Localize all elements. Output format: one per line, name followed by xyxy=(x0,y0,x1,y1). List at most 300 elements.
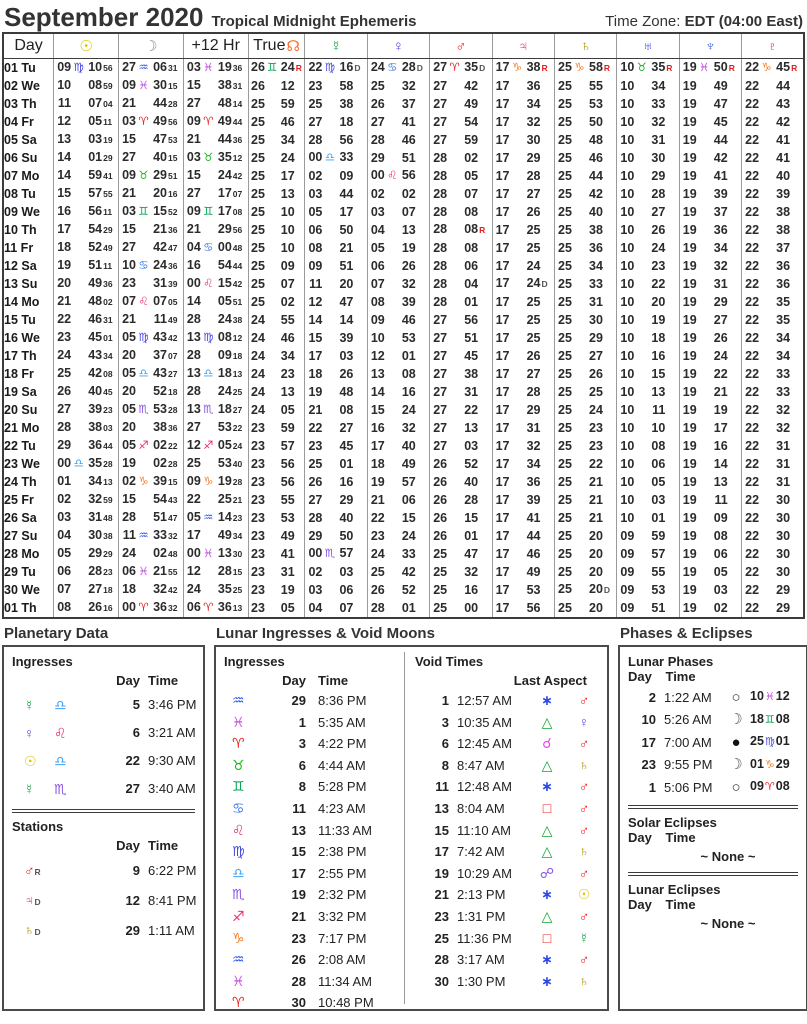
ari-sign-icon: ♈ xyxy=(764,781,775,794)
minutes: 29 xyxy=(88,546,103,560)
minutes: 38 xyxy=(217,78,232,92)
degrees: 22 xyxy=(745,96,760,111)
position xyxy=(555,132,616,149)
position xyxy=(555,96,616,113)
table-row xyxy=(3,167,804,185)
minutes: 39 xyxy=(339,330,354,345)
degrees: 17 xyxy=(495,474,510,489)
position xyxy=(305,276,366,293)
station-glyph xyxy=(24,856,54,886)
seconds: 07 xyxy=(167,351,178,361)
motion-flag: R xyxy=(34,867,41,877)
position xyxy=(54,383,118,401)
degrees: 26 xyxy=(251,60,265,74)
position-cell xyxy=(742,59,804,78)
seconds: 56 xyxy=(167,117,178,127)
degrees: 03 xyxy=(308,582,323,597)
degrees: 10 xyxy=(620,132,635,147)
seconds: 42 xyxy=(167,333,178,343)
degrees: 25 xyxy=(558,510,572,525)
list-item xyxy=(222,755,402,777)
position-cell xyxy=(305,149,367,167)
position-cell xyxy=(492,95,554,113)
moon-position xyxy=(750,731,807,754)
motion-flag: R xyxy=(666,63,673,73)
minutes: 09 xyxy=(217,348,232,362)
day-number: 1 xyxy=(648,779,656,795)
position xyxy=(54,221,118,239)
motion-flag: R xyxy=(791,63,798,73)
minutes: 29 xyxy=(153,168,167,182)
seconds: 14 xyxy=(232,99,243,109)
minutes: 41 xyxy=(401,114,416,129)
position-minutes: 01 xyxy=(775,734,790,749)
degrees: 22 xyxy=(745,258,760,273)
degrees: 26 xyxy=(433,456,448,471)
minutes: 49 xyxy=(217,528,232,542)
position xyxy=(249,294,305,311)
cap-sign-icon: ♑ xyxy=(138,476,149,488)
position xyxy=(680,510,741,527)
minutes: 28 xyxy=(526,384,541,399)
position xyxy=(430,330,491,347)
minutes: 26 xyxy=(401,258,416,273)
position xyxy=(249,258,305,275)
position-cell xyxy=(54,383,119,401)
degrees: 14 xyxy=(57,168,72,182)
saturn-icon: ♄ xyxy=(579,37,592,55)
degrees: 09 xyxy=(186,114,201,128)
degrees: 27 xyxy=(433,330,448,345)
time-value: 12:57 AM xyxy=(457,693,512,708)
position xyxy=(430,132,491,149)
position-cell xyxy=(554,239,616,257)
degrees: 19 xyxy=(682,330,697,345)
ari-sign-icon: ♈ xyxy=(203,602,214,614)
day-cell: 07 Mo xyxy=(4,169,40,183)
leo-sign-icon: ♌ xyxy=(387,170,398,182)
position xyxy=(617,114,678,131)
position xyxy=(742,402,803,419)
minutes: 08 xyxy=(464,240,479,255)
degrees: 25 xyxy=(433,546,448,561)
position-cell xyxy=(118,563,183,581)
position xyxy=(368,114,429,131)
time-value: 8:04 AM xyxy=(457,800,505,816)
degrees: 09 xyxy=(308,258,323,273)
position-cell xyxy=(430,491,492,509)
minutes: 29 xyxy=(776,600,791,615)
degrees: 25 xyxy=(433,582,448,597)
degrees: 24 xyxy=(57,348,72,362)
minutes: 45 xyxy=(713,114,728,129)
list-item xyxy=(222,798,402,820)
degrees: 19 xyxy=(682,600,697,615)
lunar-phase-rows xyxy=(626,686,800,799)
aqu-sign-icon: ♒ xyxy=(203,512,214,524)
degrees: 27 xyxy=(433,132,448,147)
seconds: 44 xyxy=(232,261,243,271)
degrees: 27 xyxy=(433,438,448,453)
list-item xyxy=(10,747,197,775)
position-cell xyxy=(679,203,741,221)
position xyxy=(680,474,741,491)
position xyxy=(493,492,554,509)
degrees: 26 xyxy=(57,384,72,398)
position-cell xyxy=(54,365,119,383)
degrees: 25 xyxy=(251,276,265,291)
ari-sign-icon: ♈ xyxy=(138,602,149,614)
position-cell xyxy=(742,581,804,599)
position-cell xyxy=(554,599,616,618)
seconds: 48 xyxy=(232,243,243,253)
degrees: 19 xyxy=(682,348,697,363)
position-cell xyxy=(617,257,679,275)
position xyxy=(184,437,248,455)
divider xyxy=(628,872,798,876)
degrees: 19 xyxy=(682,294,697,309)
position xyxy=(493,546,554,563)
seconds: 42 xyxy=(232,279,243,289)
minutes: 48 xyxy=(589,132,603,147)
position xyxy=(249,528,305,545)
seconds: 15 xyxy=(167,153,178,163)
position-cell xyxy=(430,167,492,185)
minutes: 31 xyxy=(713,276,728,291)
degrees: 22 xyxy=(745,366,760,381)
degrees: 10 xyxy=(620,510,635,525)
position xyxy=(430,78,491,95)
list-item xyxy=(10,886,197,916)
seconds: 53 xyxy=(167,135,178,145)
position xyxy=(617,438,678,455)
position-cell xyxy=(617,545,679,563)
position xyxy=(742,510,803,527)
degrees: 03 xyxy=(122,204,136,218)
day-cell: 05 Sa xyxy=(4,133,37,147)
position-cell xyxy=(430,545,492,563)
ari-sign-icon: ♈ xyxy=(203,116,214,128)
degrees: 25 xyxy=(558,294,572,309)
list-item xyxy=(413,733,601,755)
minutes: 09 xyxy=(280,258,295,273)
degrees: 25 xyxy=(558,564,572,579)
position xyxy=(54,167,118,185)
degrees: 13 xyxy=(57,132,72,146)
seconds: 55 xyxy=(167,567,178,577)
position-cell xyxy=(183,527,248,545)
minutes: 20 xyxy=(589,564,603,579)
seconds: 12 xyxy=(232,153,243,163)
position-cell xyxy=(430,77,492,95)
minutes: 32 xyxy=(153,582,167,596)
time-value: 7:00 AM xyxy=(664,734,712,750)
position xyxy=(54,581,118,599)
position xyxy=(184,221,248,239)
degrees: 12 xyxy=(370,348,385,363)
seconds: 04 xyxy=(103,99,113,109)
column-header xyxy=(248,33,305,59)
position-cell xyxy=(305,419,367,437)
day-cell: 28 Mo xyxy=(4,547,40,561)
degrees: 23 xyxy=(370,528,385,543)
degrees: 23 xyxy=(251,546,265,561)
position xyxy=(368,59,429,77)
position-cell xyxy=(183,509,248,527)
degrees: 29 xyxy=(57,438,72,452)
degrees: 09 xyxy=(122,168,136,182)
position xyxy=(305,420,366,437)
panel-title: Phases & Eclipses xyxy=(620,625,753,642)
degrees: 17 xyxy=(495,366,510,381)
position xyxy=(742,582,803,599)
day-time-header xyxy=(628,830,800,845)
position-cell xyxy=(248,185,305,203)
position-cell xyxy=(248,59,305,78)
position-cell xyxy=(248,149,305,167)
degrees: 03 xyxy=(57,510,72,524)
saturn-icon: ♄ xyxy=(24,922,35,938)
time-value: 3:32 PM xyxy=(318,908,367,924)
degrees: 17 xyxy=(495,420,510,435)
gem-sign-icon: ♊ xyxy=(232,778,245,795)
time-value: 3:40 AM xyxy=(148,781,196,796)
position xyxy=(368,222,429,239)
list-item xyxy=(626,754,800,777)
degrees: 00 xyxy=(186,546,201,560)
degrees: 22 xyxy=(745,492,760,507)
position xyxy=(742,240,803,257)
degrees: 15 xyxy=(370,402,385,417)
sco-sign-icon: ♏ xyxy=(54,781,67,797)
position xyxy=(54,491,118,509)
degrees: 22 xyxy=(745,222,760,237)
position xyxy=(742,492,803,509)
position xyxy=(617,204,678,221)
lunar-ingresses-header xyxy=(222,671,402,690)
day-number: 21 xyxy=(434,887,449,903)
minutes: 24 xyxy=(217,168,232,182)
degrees: 18 xyxy=(308,366,323,381)
position xyxy=(249,276,305,293)
position-cell xyxy=(492,185,554,203)
position-cell xyxy=(742,329,804,347)
position-cell xyxy=(118,509,183,527)
position-cell xyxy=(183,149,248,167)
position-cell xyxy=(54,185,119,203)
position-cell xyxy=(492,437,554,455)
minutes: 53 xyxy=(280,510,295,525)
position xyxy=(617,150,678,167)
day-cell: 16 We xyxy=(4,331,40,345)
minutes: 14 xyxy=(217,510,232,524)
time-value: 8:47 AM xyxy=(457,757,505,773)
day-header: Day xyxy=(628,669,652,684)
time-header: Time xyxy=(148,838,179,853)
degrees: 24 xyxy=(251,366,265,381)
position-cell xyxy=(367,311,429,329)
position xyxy=(119,383,183,401)
minutes: 26 xyxy=(339,366,354,381)
degrees: 13 xyxy=(186,366,201,380)
position xyxy=(493,366,554,383)
degrees: 09 xyxy=(620,546,635,561)
degrees: 17 xyxy=(186,528,201,542)
minutes: 02 xyxy=(280,294,295,309)
lunar-phases-label: Lunar Phases xyxy=(628,654,714,669)
degrees: 25 xyxy=(558,78,572,93)
position-cell xyxy=(492,59,554,78)
day-number: 25 xyxy=(434,930,449,946)
position-cell xyxy=(248,419,305,437)
position-cell xyxy=(305,113,367,131)
time-value: 6:22 PM xyxy=(148,863,197,878)
position xyxy=(680,402,741,419)
minutes: 37 xyxy=(153,348,167,362)
degrees: 00 xyxy=(370,168,385,182)
degrees: 25 xyxy=(558,222,572,237)
position xyxy=(249,186,305,203)
degrees: 06 xyxy=(122,564,136,578)
degrees: 10 xyxy=(620,402,635,417)
minutes: 59 xyxy=(280,420,295,435)
position-cell xyxy=(492,473,554,491)
position-cell xyxy=(430,293,492,311)
position-cell xyxy=(183,293,248,311)
aqu-sign-icon: ♒ xyxy=(138,530,149,542)
minutes: 40 xyxy=(776,168,791,183)
degrees: 19 xyxy=(682,114,697,129)
position-cell xyxy=(367,365,429,383)
position xyxy=(305,402,366,419)
minutes: 12 xyxy=(280,78,295,93)
seconds: 52 xyxy=(167,207,178,217)
degrees: 28 xyxy=(308,510,323,525)
degrees: 10 xyxy=(620,276,635,291)
minutes: 03 xyxy=(464,438,479,453)
position xyxy=(680,78,741,95)
seconds: 36 xyxy=(167,423,178,433)
degrees: 10 xyxy=(620,240,635,255)
lunar-ingresses-column xyxy=(222,652,402,1011)
degrees: 22 xyxy=(308,420,323,435)
minutes: 30 xyxy=(88,528,103,542)
seconds: 02 xyxy=(103,297,113,307)
position xyxy=(617,294,678,311)
position xyxy=(249,96,305,113)
conjunction-aspect-icon: ☌ xyxy=(542,735,552,752)
minutes: 20 xyxy=(339,276,354,291)
degrees: 08 xyxy=(57,600,72,614)
minutes: 42 xyxy=(776,114,791,129)
minutes: 59 xyxy=(88,168,103,182)
position xyxy=(493,240,554,257)
time-value: 10:29 AM xyxy=(457,865,512,881)
position-cell xyxy=(54,257,119,275)
position xyxy=(54,275,118,293)
sag-sign-icon: ♐ xyxy=(138,440,149,452)
position-cell xyxy=(742,131,804,149)
position xyxy=(493,258,554,275)
sco-sign-icon: ♏ xyxy=(232,886,245,903)
minutes: 02 xyxy=(713,600,728,615)
degrees: 19 xyxy=(370,474,385,489)
position-cell xyxy=(305,311,367,329)
position-cell xyxy=(54,131,119,149)
position-cell xyxy=(617,563,679,581)
ari-sign-icon: ♈ xyxy=(138,116,149,128)
column-header-content xyxy=(680,38,741,55)
degrees: 10 xyxy=(620,96,635,111)
minutes: 38 xyxy=(464,366,479,381)
position-cell xyxy=(367,419,429,437)
minutes: 26 xyxy=(526,204,541,219)
position xyxy=(249,222,305,239)
position-cell xyxy=(183,185,248,203)
minutes: 39 xyxy=(153,474,167,488)
position xyxy=(305,456,366,473)
degrees: 22 xyxy=(745,114,760,129)
degrees: 10 xyxy=(620,366,635,381)
position-cell xyxy=(305,167,367,185)
position xyxy=(742,258,803,275)
position xyxy=(742,366,803,383)
position xyxy=(555,492,616,509)
position xyxy=(742,114,803,131)
degrees: 25 xyxy=(558,330,572,345)
degrees: 25 xyxy=(558,240,572,255)
vir-sign-icon: ♍ xyxy=(203,332,214,344)
minutes: 01 xyxy=(401,348,416,363)
mars-icon: ♂ xyxy=(24,862,35,878)
degrees: 19 xyxy=(682,96,697,111)
day-cell: 20 Su xyxy=(4,403,38,417)
degrees: 05 xyxy=(308,204,323,219)
degrees: 22 xyxy=(745,582,760,597)
degrees: 11 xyxy=(309,276,323,291)
position-cell xyxy=(305,545,367,563)
position-cell xyxy=(430,527,492,545)
minutes: 24 xyxy=(280,60,295,74)
position-degrees: 25 xyxy=(750,734,764,749)
position-cell xyxy=(54,599,119,618)
saturn-icon: ♄ xyxy=(578,756,590,773)
position xyxy=(680,456,741,473)
position-cell xyxy=(248,437,305,455)
seconds: 28 xyxy=(167,99,178,109)
minutes: 46 xyxy=(88,312,103,326)
minutes: 08 xyxy=(651,438,666,453)
degrees: 17 xyxy=(495,564,510,579)
degrees: 20 xyxy=(122,384,136,398)
moon-position xyxy=(750,686,807,709)
degrees: 19 xyxy=(682,420,697,435)
minutes: 08 xyxy=(401,366,416,381)
position-cell xyxy=(118,77,183,95)
position xyxy=(493,420,554,437)
position xyxy=(617,420,678,437)
position-cell xyxy=(554,113,616,131)
minutes: 32 xyxy=(88,492,103,506)
trine-aspect-icon: △ xyxy=(541,713,553,730)
page-subtitle: Tropical Midnight Ephemeris xyxy=(211,13,417,30)
minutes: 22 xyxy=(589,456,603,471)
position xyxy=(305,258,366,275)
degrees: 23 xyxy=(57,330,72,344)
seconds: 28 xyxy=(167,459,178,469)
minutes: 26 xyxy=(713,330,728,345)
position xyxy=(680,114,741,131)
